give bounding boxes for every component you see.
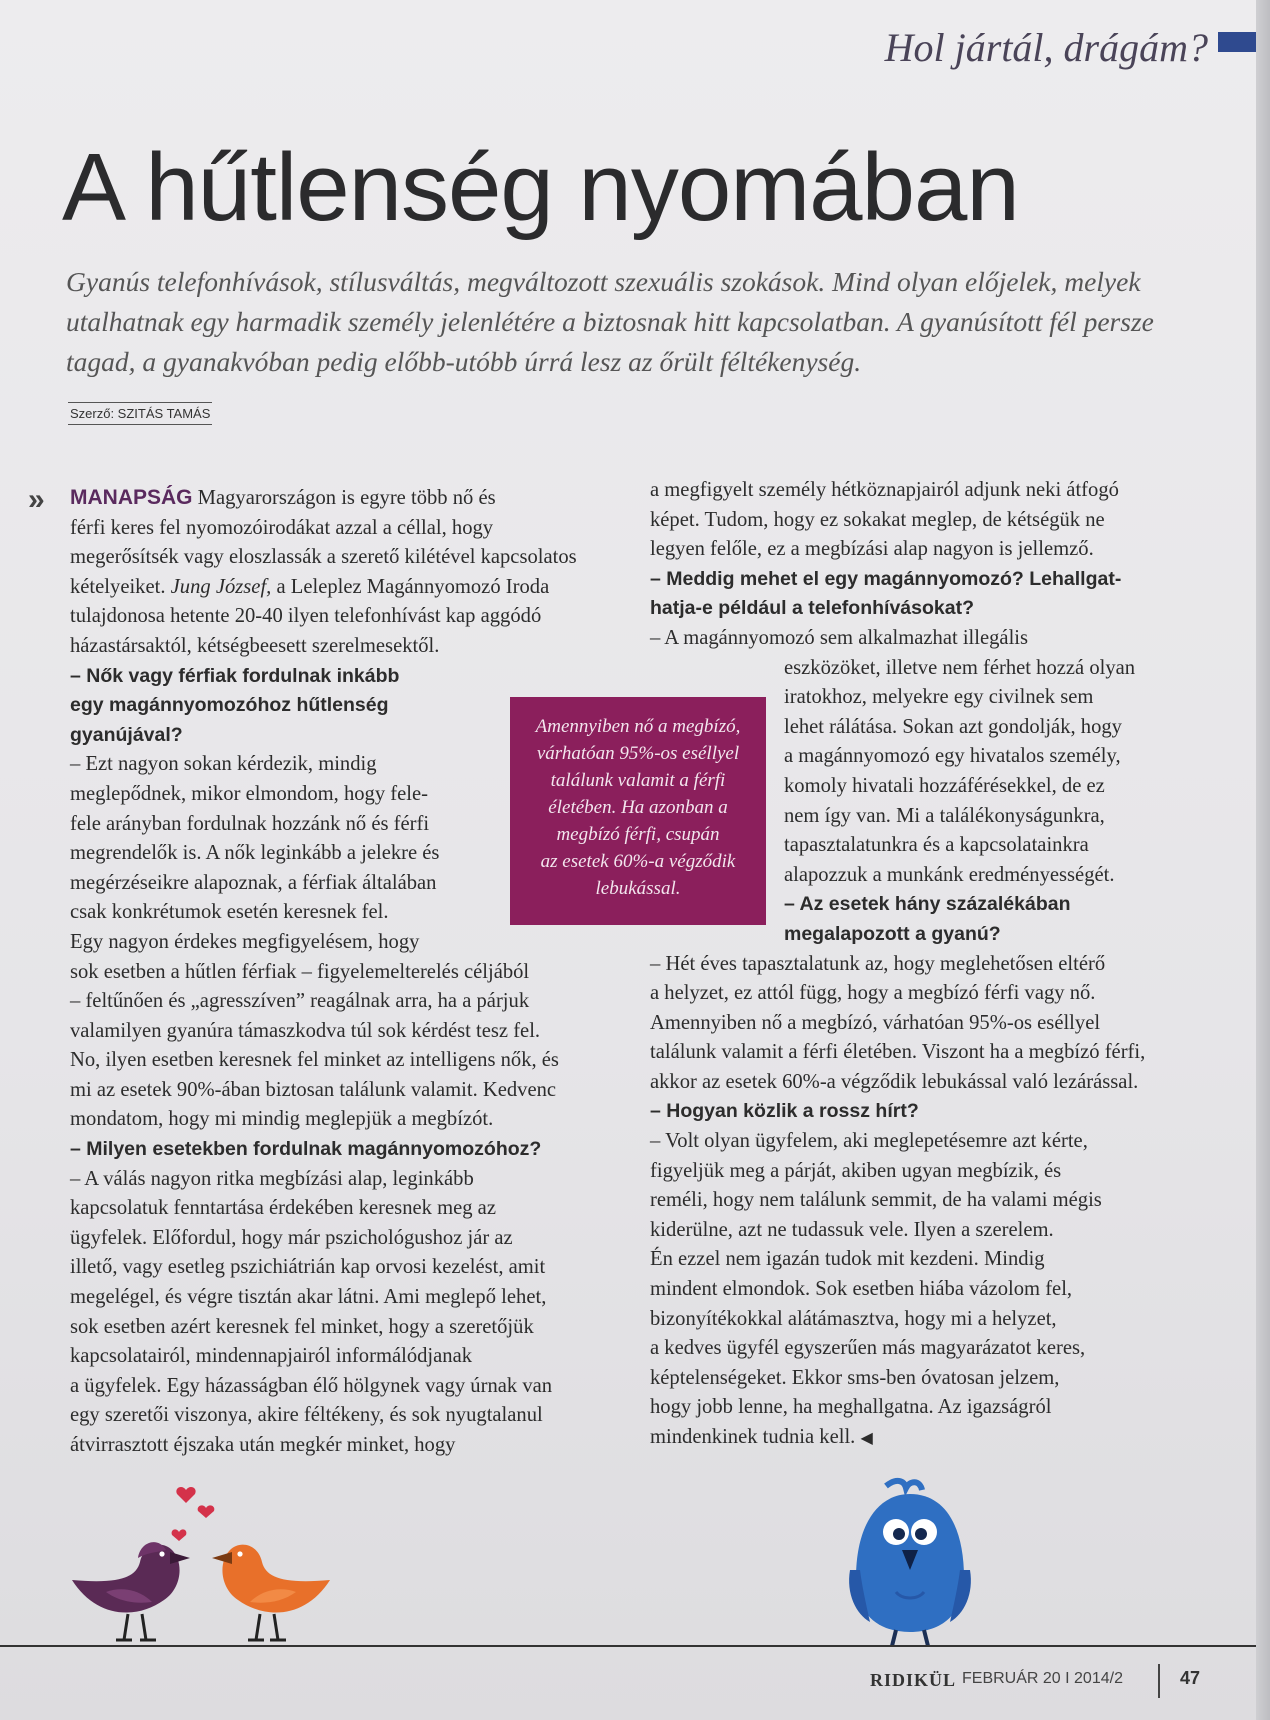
text-line: megelégel, és végre tisztán akar látni. Ami meglepő lehet, [70,1286,547,1309]
text-line: akkor az esetek 60%-a végződik lebukással való lezárással. [650,1070,1139,1093]
text-line: – Volt olyan ügyfelem, aki meglepetésemre azt kérte, [650,1130,1088,1153]
text-line: bizonyítékokkal alátámasztva, hogy mi a helyzet, [650,1307,1057,1330]
text-line: eszközöket, illetve nem férhet hozzá olyan [784,656,1136,679]
column-right [650,476,1205,1454]
text-line: No, ilyen esetben keresnek fel minket az intelligens nők, és [70,1049,559,1072]
text-line: reméli, hogy nem találunk semmit, de ha valami mégis [650,1189,1102,1212]
footer-rule [0,1645,1256,1647]
text-span: kételyeiket. [70,575,166,598]
text-line: mindent elmondok. Sok esetben hiába vázolom fel, [650,1278,1073,1301]
question: – Milyen esetekben fordulnak magánnyomozóhoz? [70,1138,542,1161]
question: – Hogyan közlik a rossz hírt? [650,1100,919,1123]
text-line: Amennyiben nő a megbízó, várhatóan 95%-os eséllyel [650,1011,1101,1034]
person-name: Jung József, [170,575,272,598]
section-bar [1218,32,1256,52]
text-line: alapozzuk a munkánk eredményességét. [784,863,1115,886]
pull-quote-line: Amennyiben nő a megbízó, [535,716,741,737]
text-line: sok esetben azért keresnek fel minket, hogy a szeretőjük [70,1315,534,1338]
text-line: férfi keres fel nyomozóirodákat azzal a céllal, hogy [70,516,494,539]
text-line: kapcsolatairól, mindennapjairól informálódjanak [70,1345,473,1368]
text-span: mindenkinek tudnia kell. [650,1426,856,1448]
text-line: valamilyen gyanúra támaszkodva túl sok kérdést tesz fel. [70,1019,541,1042]
pull-quote-line: az esetek 60%-a végződik [540,851,736,872]
text-line [70,573,625,603]
question: – Nők vagy férfiak fordulnak inkább [70,664,400,687]
text-line: találunk valamit a férfi életében. Viszont ha a megbízó férfi, [650,1041,1146,1064]
text-line: házastársaktól, kétségbeesett szerelmesektől. [70,634,440,657]
text-line: egy szeretői viszonya, akire féltékeny, és sok nyugtalanul [70,1404,543,1427]
byline: Szerző: SZITÁS TAMÁS [68,402,212,425]
question: gyanújával? [70,723,183,746]
text-line: megérzéseikre alapoznak, a férfiak általában [70,871,437,894]
footer-separator [1158,1664,1160,1698]
magazine-logo: RIDIKÜL [870,1670,957,1690]
issue-info: FEBRUÁR 20 I 2014/2 [962,1670,1123,1687]
text-line: tulajdonosa hetente 20-40 ilyen telefonhívást kap aggódó [70,605,542,628]
text-line: Én ezzel nem igazán tudok mit kezdeni. Mindig [650,1248,1045,1271]
text-line: a helyzet, ez attól függ, hogy a megbízó férfi vagy nő. [650,982,1096,1005]
section-tag: Hol jártál, drágám? [884,25,1208,70]
text-span: a Leleplez Magánnyomozó Iroda [276,575,550,598]
text-span: Magyarországon is egyre több nő és [197,487,496,509]
text-line: fele arányban fordulnak hozzánk nő és férfi [70,812,430,835]
question: megalapozott a gyanú? [784,922,1001,945]
text-line: – A magánnyomozó sem alkalmazhat illegális [650,626,1029,649]
text-line: hogy jobb lenne, ha meghallgatna. Az igazságról [650,1396,1052,1419]
text-line: meglepődnek, mikor elmondom, hogy fele- [70,782,429,805]
text-line [70,483,625,514]
end-mark-icon: ◀ [860,1430,873,1447]
page-number: 47 [1180,1668,1201,1688]
pull-quote-line: megbízó férfi, csupán [556,824,720,845]
text-line: átvirrasztott éjszaka után megkér minket, hogy [70,1434,456,1456]
text-line: a kedves ügyfél egyszerűen más magyarázatot keres, [650,1337,1086,1360]
text-line: kapcsolatuk fenntartása érdekében keresnek meg az [70,1197,496,1220]
text-line: mi az esetek 90%-ában biztosan találunk valamit. Kedvenc [70,1078,557,1101]
text-line: nem így van. Mi a találékonyságunkra, [784,804,1105,827]
text-line: iratokhoz, melyekre egy civilnek sem [784,686,1094,709]
text-line: képet. Tudom, hogy ez sokakat meglep, de kétségük ne [650,508,1105,531]
text-line: a megfigyelt személy hétköznapjairól adjunk neki átfogó [650,479,1119,501]
text-line: legyen felőle, ez a megbízási alap nagyon is jellemző. [650,538,1094,561]
text-line: kiderülne, azt ne tudassuk vele. Ilyen a szerelem. [650,1218,1054,1241]
column-left [70,483,625,1461]
text-line: lehet rálátása. Sokan azt gondolják, hogy [784,715,1122,738]
text-line: megerősítsék vagy eloszlassák a szerető kilétével kapcsolatos [70,546,577,569]
text-line: Egy nagyon érdekes megfigyelésem, hogy [70,930,420,953]
text-line: a magánnyomozó egy hivatalos személy, [784,745,1121,768]
text-line: mondatom, hogy mi mindig meglepjük a megbízót. [70,1108,494,1131]
text-line: figyeljük meg a párját, akiben ugyan megbízik, és [650,1159,1062,1182]
text-line [650,1423,1205,1454]
text-line: – Hét éves tapasztalatunk az, hogy meglehetősen eltérő [650,952,1106,975]
text-line: – feltűnően és „agresszíven” reagálnak arra, ha a párjuk [70,990,530,1013]
blue-bird-icon [846,1474,976,1649]
question: – Meddig mehet el egy magánnyomozó? Lehallgat- [650,567,1122,590]
pull-quote-line: találunk valamit a férfi [550,770,726,791]
text-line: a ügyfelek. Egy házasságban élő hölgynek vagy úrnak van [70,1374,553,1397]
text-line: tapasztalatunkra és a kapcsolatainkra [784,834,1089,857]
pull-quote-line: lebukással. [595,878,681,899]
text-line: ügyfelek. Előfordul, hogy már pszichológushoz jár az [70,1226,513,1249]
pull-quote-line: várhatóan 95%-os eséllyel [536,743,740,764]
question: hatja-e például a telefonhívásokat? [650,597,974,620]
text-line: illető, vagy esetleg pszichiátrián kap orvosi kezelést, amit [70,1256,546,1279]
text-line: – A válás nagyon ritka megbízási alap, leginkább [70,1167,474,1190]
text-line: – Ezt nagyon sokan kérdezik, mindig [70,753,377,776]
text-line: sok esetben a hűtlen férfiak – figyelemelterelés céljából [70,960,530,983]
text-line: képtelenségeket. Ekkor sms-ben óvatosan jelzem, [650,1366,1060,1389]
kissing-birds-icon [66,1468,336,1648]
text-line: megrendelők is. A nők leginkább a jelekre és [70,842,440,865]
pull-quote-line: életében. Ha azonban a [548,797,728,818]
question: egy magánnyomozóhoz hűtlenség [70,694,389,717]
text-line: csak konkrétumok esetén keresnek fel. [70,901,389,924]
article-lead: Gyanús telefonhívások, stílusváltás, megváltozott szexuális szokások. Mind olyan előjelek, melyek utalhatnak egy harmadik személy jelenlétére a biztosnak hitt kapcsolatban. A gyanúsított fél persze tagad, a gyanakvóban pedig előbb-utóbb úrrá lesz az őrült féltékenység. [66,266,1154,377]
page-edge [1256,0,1270,1720]
question: – Az esetek hány százalékában [784,893,1071,916]
kicker: MANAPSÁG [70,486,193,509]
chevron-icon: » [28,483,45,516]
article-title: A hűtlenség nyomában [62,134,1019,241]
text-line: komoly hivatali hozzáférésekkel, de ez [784,774,1105,797]
